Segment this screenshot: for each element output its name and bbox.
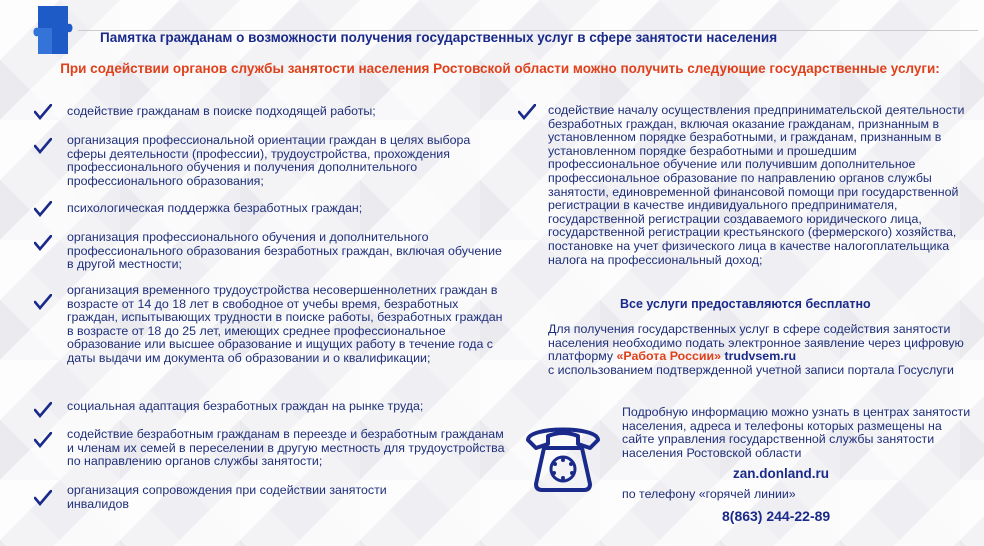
contacts-info: Подробную информацию можно узнать в центрах занятости населения, адреса и телефоны которых размещены на сайте управления государственной службы занятости населения Ростовской области bbox=[622, 405, 971, 460]
portal-instructions bbox=[548, 323, 968, 377]
donland-link[interactable]: zan.donland.ru bbox=[733, 466, 829, 481]
check-icon bbox=[34, 490, 52, 506]
list-item-entrepreneurship: содействие началу осуществления предпринимательской деятельности безработных граждан, включая оказание гражданам, признанным в установленном порядке безработными, и гражданам, признанным в установленном порядке безработными и прошедшим профессиональное обучение или получившим дополнительное профессиональное образование по направлению органов службы занятости, единовременной финансовой помощи при государственной регистрации в качестве индивидуального предпринимателя, государственной регистрации создаваемого юридического лица, государственной регистрации крестьянского (фермерского) хозяйства, постановке на учет физического лица в качестве налогоплательщика налога на профессиональный доход; bbox=[548, 103, 965, 267]
hotline-label: по телефону «горячей линии» bbox=[622, 487, 796, 501]
list-item-text: организация сопровождения при содействии занятости инвалидов bbox=[67, 483, 387, 511]
platform-name: «Работа России» bbox=[616, 349, 721, 364]
check-icon bbox=[34, 402, 52, 418]
portal-text-after: с использованием подтвержденной учетной записи портала Госуслуги bbox=[548, 362, 954, 377]
list-item-text: организация временного трудоустройства несовершеннолетних граждан в возрасте от 14 до 18 лет в свободное от учебы время, безработных граждан, испытывающих трудности в поиске работы, безработных граждан в возрасте от 18 до 25 лет, имеющих среднее профессиональное образование или высшее образование и ищущих работу в течение года с даты выдачи им документа об образовании и о квалификации; bbox=[67, 283, 503, 365]
page-subtitle: При содействии органов службы занятости населения Ростовской области можно получить следующие государственные услуги: bbox=[60, 61, 940, 76]
list-item-text: организация профессионального обучения и дополнительного профессионального образования безработных граждан, включая обучение в другой местности; bbox=[67, 230, 502, 272]
check-icon bbox=[34, 138, 52, 154]
list-item-text: организация профессиональной ориентации граждан в целях выбора сферы деятельности (профессии), трудоустройства, прохождения профессионального обучения и получения дополнительного профессионального образования; bbox=[67, 133, 471, 188]
portal-text-before: Для получения государственных услуг в сфере содействия занятости населения необходимо подать электронное заявление через цифровую платформу bbox=[548, 322, 964, 364]
page-title: Памятка гражданам о возможности получения государственных услуг в сфере занятости населения bbox=[100, 30, 778, 45]
list-item-text: содействие гражданам в поиске подходящей работы; bbox=[67, 104, 376, 118]
check-icon bbox=[34, 432, 52, 448]
check-icon bbox=[34, 201, 52, 217]
puzzle-logo-icon bbox=[32, 4, 74, 58]
check-icon bbox=[34, 104, 52, 120]
list-item-text: содействие безработным гражданам в переезде и безработным гражданам и членам их семей в переселении в другую местность для трудоустройства по направлению органов службы занятости; bbox=[67, 427, 505, 469]
hotline-phone[interactable]: 8(863) 244-22-89 bbox=[722, 508, 831, 524]
check-icon bbox=[518, 104, 536, 120]
telephone-icon bbox=[520, 418, 606, 494]
check-icon bbox=[34, 294, 52, 310]
check-icon bbox=[34, 235, 52, 251]
free-services-note: Все услуги предоставляются бесплатно bbox=[620, 297, 871, 311]
list-item-text: социальная адаптация безработных граждан на рынке труда; bbox=[67, 399, 424, 413]
trudvsem-link[interactable]: trudvsem.ru bbox=[724, 349, 797, 364]
list-item-text: психологическая поддержка безработных граждан; bbox=[67, 201, 363, 215]
